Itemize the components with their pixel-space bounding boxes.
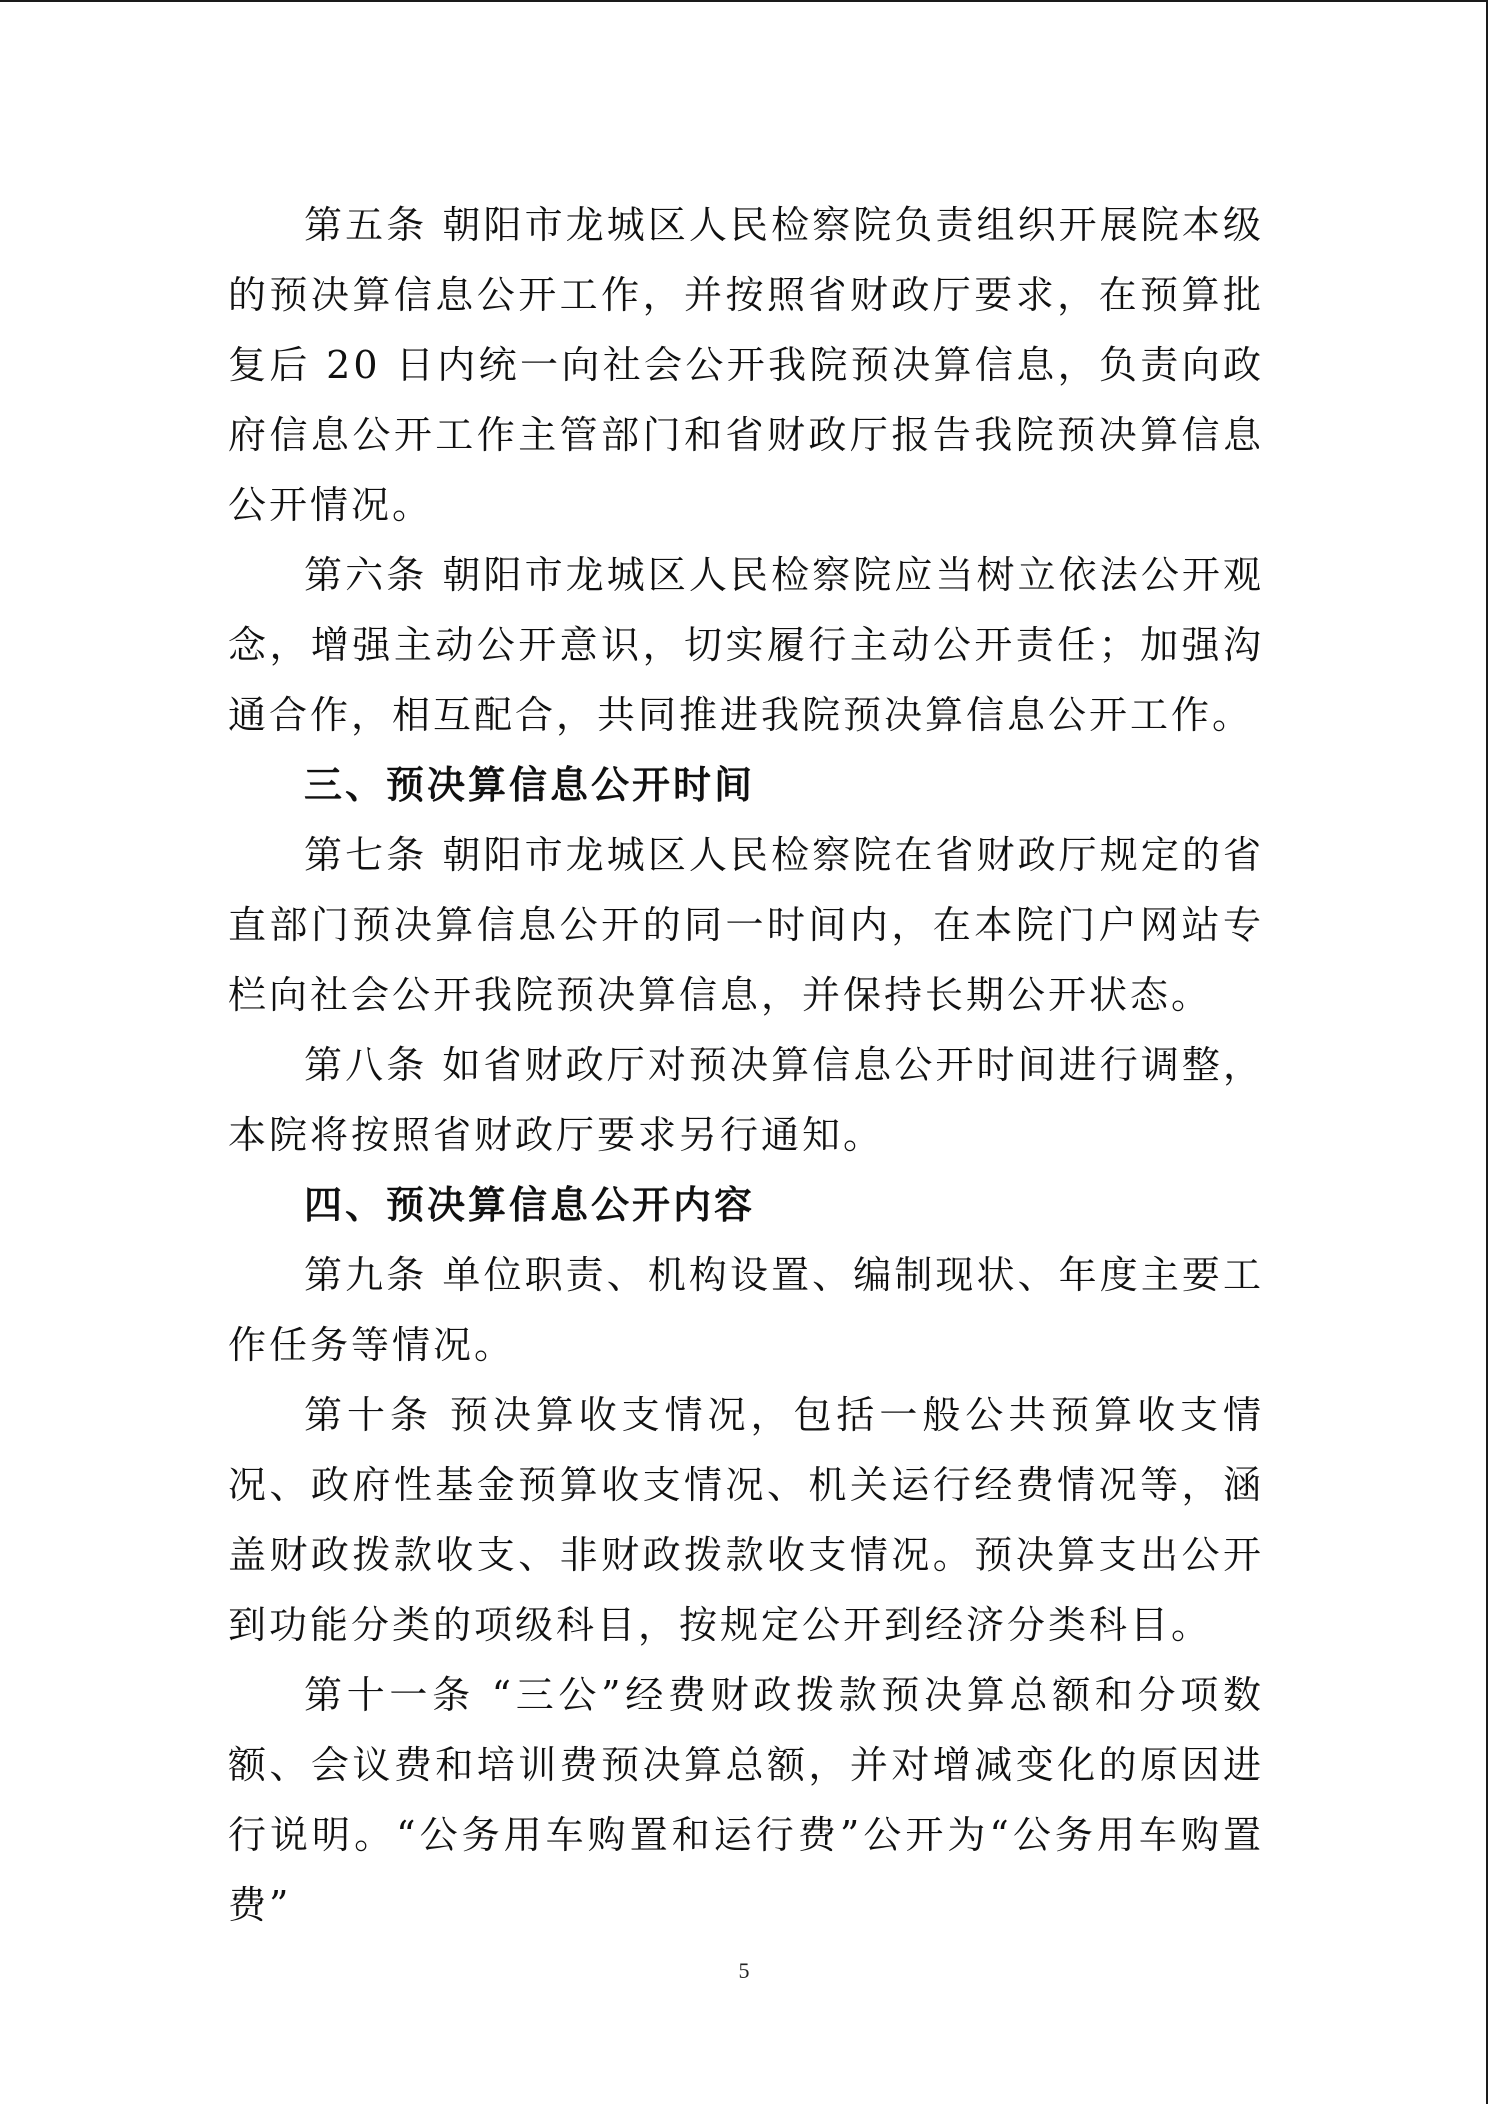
document-body [228,190,1280,1940]
page-number: 5 [738,1958,750,1983]
article-7: 第七条 朝阳市龙城区人民检察院在省财政厅规定的省直部门预决算信息公开的同一时间内，在本院门户网站专栏向社会公开我院预决算信息，并保持长期公开状态。 [228,833,1264,1017]
article-10: 第十条 预决算收支情况，包括一般公共预算收支情况、政府性基金预算收支情况、机关运行经费情况等，涵盖财政拨款收支、非财政拨款收支情况。预决算支出公开到功能分类的项级科目，按规定公开到经济分类科目。 [228,1393,1264,1647]
section-heading-3: 三、预决算信息公开时间 [304,763,756,807]
section-heading-4: 四、预决算信息公开内容 [304,1183,756,1227]
article-6: 第六条 朝阳市龙城区人民检察院应当树立依法公开观念，增强主动公开意识，切实履行主动公开责任；加强沟通合作，相互配合，共同推进我院预决算信息公开工作。 [228,553,1264,737]
article-5: 第五条 朝阳市龙城区人民检察院负责组织开展院本级的预决算信息公开工作，并按照省财政厅要求，在预算批复后 20 日内统一向社会公开我院预决算信息，负责向政府信息公开工作主管部门和省财政厅报告我院预决算信息公开情况。 [228,203,1264,527]
article-11: 第十一条 “三公”经费财政拨款预决算总额和分项数额、会议费和培训费预决算总额，并对增减变化的原因进行说明。“公务用车购置和运行费”公开为“公务用车购置费” [228,1673,1264,1927]
article-9: 第九条 单位职责、机构设置、编制现状、年度主要工 作任务等情况。 [228,1253,1280,1367]
article-8: 第八条 如省财政厅对预决算信息公开时间进行调整，本院将按照省财政厅要求另行通知。 [228,1043,1264,1157]
